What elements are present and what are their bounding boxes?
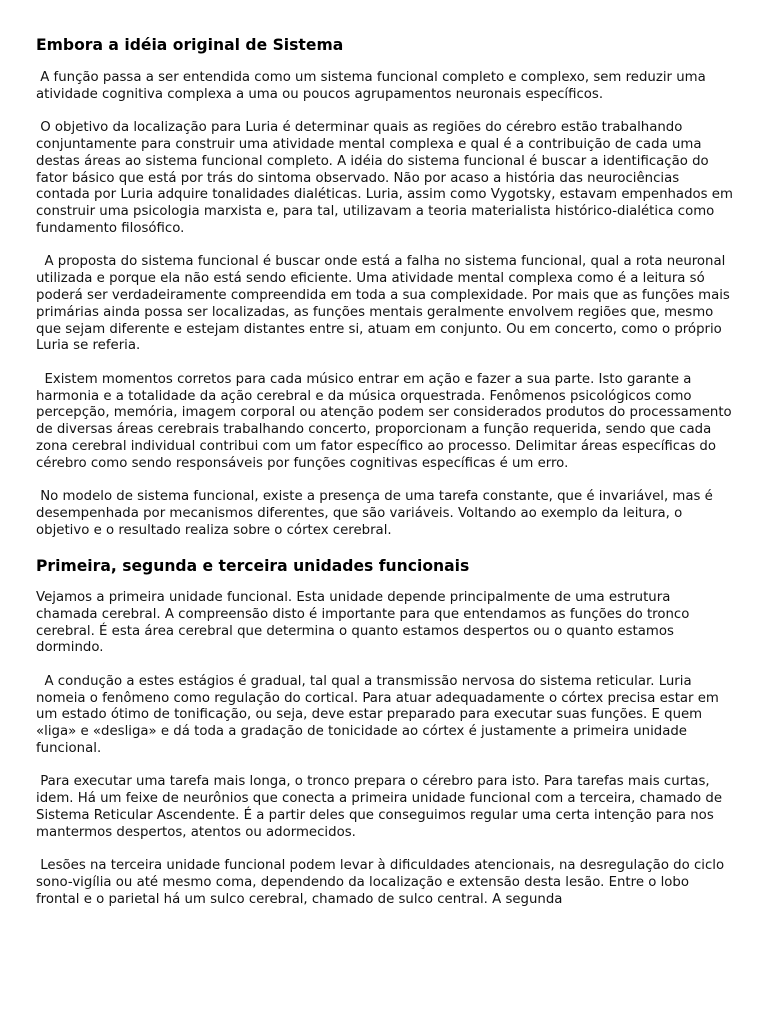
paragraph: Lesões na terceira unidade funcional podem levar à dificuldades atencionais, na desregulação do ciclo sono-vigília ou até mesmo coma, dependendo da localização e extensão desta lesão. Entre o lobo frontal e o parietal há um sulco cerebral, chamado de sulco central. A segunda — [36, 858, 729, 907]
paragraph: A proposta do sistema funcional é buscar onde está a falha no sistema funcional, qual a rota neuronal utilizada e porque ela não está sendo eficiente. Uma atividade mental complexa como é a leitura só poderá ser verdadeiramente compreendida em toda a sua complexidade. Por mais que as funções mais primárias ainda possa ser localizadas, as funções mentais geralmente envolvem regiões que, mesmo que sejam diferente e estejam distantes entre si, atuam em conjunto. Ou em concerto, como o próprio Luria se referia. — [36, 254, 735, 354]
paragraph: Existem momentos corretos para cada músico entrar em ação e fazer a sua parte. Isto garante a harmonia e a totalidade da ação cerebral e da música orquestrada. Fenômenos psicológicos como percepção, memória, imagem corporal ou atenção podem ser considerados produtos do processamento de diversas áreas cerebrais trabalhando concerto, proporcionam a função requerida, sendo que cada zona cerebral individual contribui com um fator específico ao processo. Delimitar áreas específicas do cérebro como sendo responsáveis por funções cognitivas específicas é um erro. — [36, 371, 736, 471]
section-heading-unidades: Primeira, segunda e terceira unidades funcionais — [36, 557, 470, 576]
paragraph: A condução a estes estágios é gradual, tal qual a transmissão nervosa do sistema reticular. Luria nomeia o fenômeno como regulação do cortical. Para atuar adequadamente o córtex precisa estar em um estado ótimo de tonificação, ou seja, deve estar preparado para executar suas funções. E quem «liga» e «desliga» e dá toda a gradação de tonicidade ao córtex é justamente a primeira unidade funcional. — [36, 673, 724, 757]
paragraph: Para executar uma tarefa mais longa, o tronco prepara o cérebro para isto. Para tarefas mais curtas, idem. Há um feixe de neurônios que conecta a primeira unidade funcional com a terceira, chamado de Sistema Reticular Ascendente. É a partir deles que conseguimos regular uma certa intenção para nos mantermos despertos, atentos ou adormecidos. — [36, 774, 727, 840]
paragraph: A função passa a ser entendida como um sistema funcional completo e complexo, sem reduzir uma atividade cognitiva complexa a uma ou poucos agrupamentos neuronais específicos. — [36, 70, 710, 102]
paragraph: O objetivo da localização para Luria é determinar quais as regiões do cérebro estão trabalhando conjuntamente para construir uma atividade mental complexa e qual é a contribuição de cada uma destas áreas ao sistema funcional completo. A idéia do sistema funcional é buscar a identificação do fator básico que está por trás do sintoma observado. Não por acaso a história das neurociências contada por Luria adquire tonalidades dialéticas. Luria, assim como Vygotsky, estavam empenhados em construir uma psicologia marxista e, para tal, utilizavam a teoria materialista histórico-dialética como fundamento filosófico. — [36, 120, 738, 236]
paragraph: No modelo de sistema funcional, existe a presença de uma tarefa constante, que é invariável, mas é desempenhada por mecanismos diferentes, que são variáveis. Voltando ao exemplo da leitura, o objetivo e o resultado realiza sobre o córtex cerebral. — [36, 489, 718, 538]
section-heading-sistema: Embora a idéia original de Sistema — [36, 36, 344, 54]
document-page — [36, 26, 736, 925]
paragraph: Vejamos a primeira unidade funcional. Esta unidade depende principalmente de uma estrutura chamada cerebral. A compreensão disto é importante para que entendamos as funções do tronco cerebral. É esta área cerebral que determina o quanto estamos despertos ou o quanto estamos dormindo. — [36, 590, 694, 656]
